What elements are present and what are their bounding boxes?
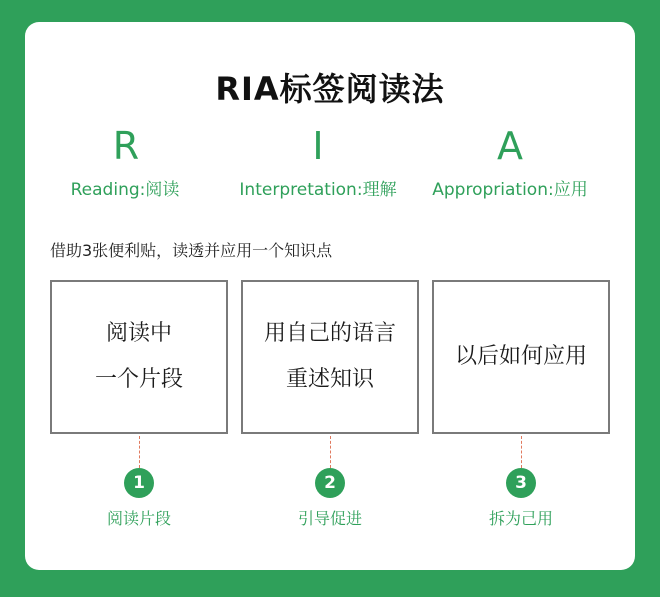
- card: [25, 22, 635, 570]
- note-2-line-2: 重述知识: [285, 367, 374, 392]
- subtitle-appropriation: Appropriation:应用: [432, 180, 588, 200]
- step-3-badge: 3: [506, 468, 536, 498]
- sticky-note-1: [50, 280, 228, 434]
- note-1-line-2: 一个片段: [94, 367, 183, 392]
- page-title: RIA标签阅读法: [215, 70, 445, 108]
- intro-text: 借助3张便利贴，读透并应用一个知识点: [50, 241, 333, 260]
- note-2-line-1: 用自己的语言: [263, 321, 396, 346]
- connector-2: [330, 436, 331, 468]
- step-1-badge: 1: [124, 468, 154, 498]
- letter-i: I: [312, 124, 324, 168]
- subtitle-interpretation: Interpretation:理解: [239, 180, 397, 200]
- letter-r: R: [112, 124, 140, 168]
- letter-a: A: [497, 124, 523, 168]
- sticky-note-2: [241, 280, 419, 434]
- sticky-note-3: [432, 280, 610, 434]
- note-1-line-1: 阅读中: [105, 321, 172, 346]
- step-3-label: 拆为己用: [488, 509, 553, 528]
- step-2-label: 引导促进: [297, 509, 362, 528]
- step-1-label: 阅读片段: [106, 509, 171, 528]
- note-3-line-1: 以后如何应用: [454, 344, 587, 369]
- connector-1: [139, 436, 140, 468]
- connector-3: [521, 436, 522, 468]
- step-2-badge: 2: [315, 468, 345, 498]
- subtitle-reading: Reading:阅读: [70, 180, 180, 200]
